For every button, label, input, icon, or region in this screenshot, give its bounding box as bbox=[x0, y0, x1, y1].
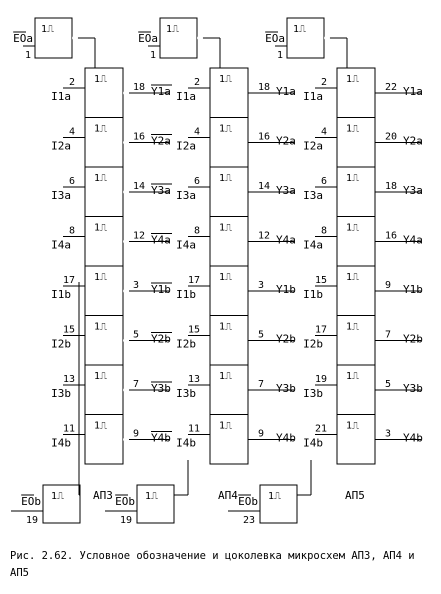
input-pin: 8 bbox=[320, 225, 327, 237]
output-pin: 9 bbox=[133, 428, 140, 440]
enable-a-label: EOa bbox=[138, 32, 158, 45]
output-pin: 3 bbox=[385, 428, 392, 440]
enable-a-symbol: 1⎍ bbox=[293, 24, 307, 35]
input-label: I3a bbox=[303, 189, 323, 202]
output-inversion bbox=[123, 387, 129, 393]
output-pin: 3 bbox=[133, 280, 140, 291]
input-pin: 2 bbox=[320, 77, 327, 88]
gate-symbol: 1⎍ bbox=[219, 420, 233, 432]
input-pin: 15 bbox=[62, 324, 75, 336]
output-inversion bbox=[123, 189, 129, 195]
gate-symbol: 1⎍ bbox=[94, 321, 108, 333]
input-label: I1b bbox=[51, 288, 71, 301]
enable-b-symbol: 1⎍ bbox=[268, 491, 282, 502]
enable-b-label: EOb bbox=[115, 495, 135, 508]
output-label: Y4a bbox=[276, 233, 296, 247]
enable-b-pin: 19 bbox=[25, 515, 38, 526]
output-inversion bbox=[123, 437, 129, 443]
gate-symbol: 1⎍ bbox=[346, 74, 360, 85]
output-pin: 12 bbox=[133, 230, 146, 242]
output-inversion bbox=[123, 90, 129, 96]
gate-symbol: 1⎍ bbox=[346, 222, 360, 234]
input-label: I4b bbox=[176, 436, 196, 450]
input-pin: 8 bbox=[193, 225, 200, 237]
output-pin: 7 bbox=[385, 329, 392, 341]
output-label: Y2a bbox=[151, 134, 171, 148]
enable-b-symbol: 1⎍ bbox=[145, 491, 159, 502]
output-pin: 12 bbox=[258, 230, 271, 242]
output-label: Y2b bbox=[403, 332, 423, 346]
input-label: I2b bbox=[303, 337, 323, 351]
input-pin: 17 bbox=[62, 275, 75, 286]
gate-symbol: 1⎍ bbox=[346, 123, 360, 135]
output-pin: 5 bbox=[385, 379, 392, 390]
input-label: I2a bbox=[51, 139, 71, 153]
gate-symbol: 1⎍ bbox=[94, 371, 108, 382]
gate-symbol: 1⎍ bbox=[219, 74, 233, 85]
output-pin: 5 bbox=[133, 329, 140, 341]
output-label: Y1a bbox=[276, 85, 296, 98]
enable-b-pin: 19 bbox=[119, 515, 132, 526]
output-inversion bbox=[123, 140, 129, 146]
output-inversion bbox=[123, 338, 129, 344]
input-label: I2a bbox=[176, 139, 196, 153]
input-pin: 6 bbox=[193, 176, 200, 187]
enable-a-inversion bbox=[197, 35, 203, 41]
input-label: I2b bbox=[51, 337, 71, 351]
input-pin: 19 bbox=[314, 374, 327, 385]
input-pin: 2 bbox=[68, 77, 75, 88]
output-label: Y4b bbox=[403, 431, 423, 445]
output-pin: 9 bbox=[385, 280, 392, 291]
input-pin: 6 bbox=[68, 176, 75, 187]
input-label: I4a bbox=[51, 238, 71, 252]
input-pin: 21 bbox=[314, 423, 327, 435]
input-pin: 11 bbox=[62, 423, 75, 435]
input-label: I4b bbox=[303, 436, 323, 450]
output-label: Y1b bbox=[151, 283, 171, 296]
output-pin: 14 bbox=[258, 181, 271, 192]
gate-symbol: 1⎍ bbox=[346, 420, 360, 432]
input-label: I3b bbox=[51, 387, 71, 400]
input-pin: 13 bbox=[187, 374, 200, 385]
output-label: Y3a bbox=[151, 184, 171, 197]
gate-symbol: 1⎍ bbox=[94, 74, 108, 85]
gate-symbol: 1⎍ bbox=[94, 420, 108, 432]
enable-b-symbol: 1⎍ bbox=[51, 491, 65, 502]
input-label: I2a bbox=[303, 139, 323, 153]
chip-1 bbox=[105, 18, 296, 526]
input-label: I1a bbox=[51, 90, 71, 103]
enable-a-inversion bbox=[324, 35, 330, 41]
enable-b-label: EOb bbox=[21, 495, 41, 508]
gate-symbol: 1⎍ bbox=[94, 272, 108, 283]
output-pin: 9 bbox=[258, 428, 265, 440]
output-label: Y3b bbox=[276, 382, 296, 395]
output-pin: 3 bbox=[258, 280, 265, 291]
input-pin: 4 bbox=[193, 126, 200, 138]
output-label: Y1a bbox=[151, 85, 171, 98]
enable-b-label: EOb bbox=[238, 495, 258, 508]
input-label: I1a bbox=[303, 90, 323, 103]
enable-a-label: EOa bbox=[13, 32, 33, 45]
gate-symbol: 1⎍ bbox=[346, 272, 360, 283]
output-label: Y3a bbox=[276, 184, 296, 197]
output-pin: 16 bbox=[385, 230, 398, 242]
output-label: Y2b bbox=[276, 332, 296, 346]
enable-a-inversion bbox=[72, 35, 78, 41]
output-pin: 14 bbox=[133, 181, 146, 192]
output-pin: 16 bbox=[258, 131, 271, 143]
input-pin: 13 bbox=[62, 374, 75, 385]
input-pin: 11 bbox=[187, 423, 200, 435]
input-pin: 15 bbox=[187, 324, 200, 336]
input-label: I4b bbox=[51, 436, 71, 450]
output-label: Y3a bbox=[403, 184, 423, 197]
output-pin: 18 bbox=[258, 82, 271, 93]
enable-a-label: EOa bbox=[265, 32, 285, 45]
gate-symbol: 1⎍ bbox=[219, 272, 233, 283]
input-label: I1a bbox=[176, 90, 196, 103]
output-pin: 22 bbox=[385, 82, 398, 93]
output-label: Y1b bbox=[276, 283, 296, 296]
enable-a-pin: 1 bbox=[24, 50, 31, 61]
enable-a-pin: 1 bbox=[276, 50, 283, 61]
output-label: Y2a bbox=[403, 134, 423, 148]
chip-0 bbox=[11, 18, 172, 526]
gate-symbol: 1⎍ bbox=[94, 123, 108, 135]
output-label: Y2b bbox=[151, 332, 171, 346]
gate-symbol: 1⎍ bbox=[346, 371, 360, 382]
gate-symbol: 1⎍ bbox=[219, 371, 233, 382]
gate-symbol: 1⎍ bbox=[346, 321, 360, 333]
gate-symbol: 1⎍ bbox=[219, 123, 233, 135]
input-pin: 4 bbox=[320, 126, 327, 138]
input-pin: 4 bbox=[68, 126, 75, 138]
enable-a-symbol: 1⎍ bbox=[41, 24, 55, 35]
output-inversion bbox=[123, 288, 129, 294]
gate-symbol: 1⎍ bbox=[219, 321, 233, 333]
output-label: Y4b bbox=[151, 431, 171, 445]
input-label: I3a bbox=[176, 189, 196, 202]
input-pin: 2 bbox=[193, 77, 200, 88]
output-pin: 5 bbox=[258, 329, 265, 341]
output-pin: 18 bbox=[385, 181, 398, 192]
output-pin: 18 bbox=[133, 82, 146, 93]
enable-a-symbol: 1⎍ bbox=[166, 24, 180, 35]
chip-name: АП5 bbox=[345, 489, 365, 502]
output-label: Y4a bbox=[403, 233, 423, 247]
input-label: I3b bbox=[303, 387, 323, 400]
input-label: I1b bbox=[176, 288, 196, 301]
gate-symbol: 1⎍ bbox=[94, 173, 108, 184]
gate-symbol: 1⎍ bbox=[219, 173, 233, 184]
input-label: I1b bbox=[303, 288, 323, 301]
input-pin: 8 bbox=[68, 225, 75, 237]
gate-symbol: 1⎍ bbox=[94, 222, 108, 234]
output-label: Y3b bbox=[151, 382, 171, 395]
chip-name: АП3 bbox=[93, 489, 113, 502]
output-label: Y2a bbox=[276, 134, 296, 148]
input-label: I3a bbox=[51, 189, 71, 202]
output-pin: 20 bbox=[385, 131, 398, 143]
output-label: Y1b bbox=[403, 283, 423, 296]
output-label: Y3b bbox=[403, 382, 423, 395]
chip-2 bbox=[228, 18, 423, 526]
input-pin: 17 bbox=[187, 275, 200, 286]
output-label: Y1a bbox=[403, 85, 423, 98]
input-label: I4a bbox=[303, 238, 323, 252]
input-label: I4a bbox=[176, 238, 196, 252]
enable-b-pin: 23 bbox=[242, 515, 255, 526]
input-pin: 17 bbox=[314, 324, 327, 336]
figure-caption: Рис. 2.62. Условное обозначение и цоколевка микросхем АП3, АП4 и АП5 bbox=[10, 550, 415, 579]
output-pin: 16 bbox=[133, 131, 146, 143]
output-label: Y4a bbox=[151, 233, 171, 247]
input-label: I3b bbox=[176, 387, 196, 400]
enable-a-pin: 1 bbox=[149, 50, 156, 61]
chip-name: АП4 bbox=[218, 489, 238, 502]
output-label: Y4b bbox=[276, 431, 296, 445]
input-pin: 15 bbox=[314, 275, 327, 286]
output-pin: 7 bbox=[133, 379, 140, 390]
gate-symbol: 1⎍ bbox=[219, 222, 233, 234]
output-inversion bbox=[123, 239, 129, 245]
input-pin: 6 bbox=[320, 176, 327, 187]
input-label: I2b bbox=[176, 337, 196, 351]
gate-symbol: 1⎍ bbox=[346, 173, 360, 184]
output-pin: 7 bbox=[258, 379, 265, 390]
